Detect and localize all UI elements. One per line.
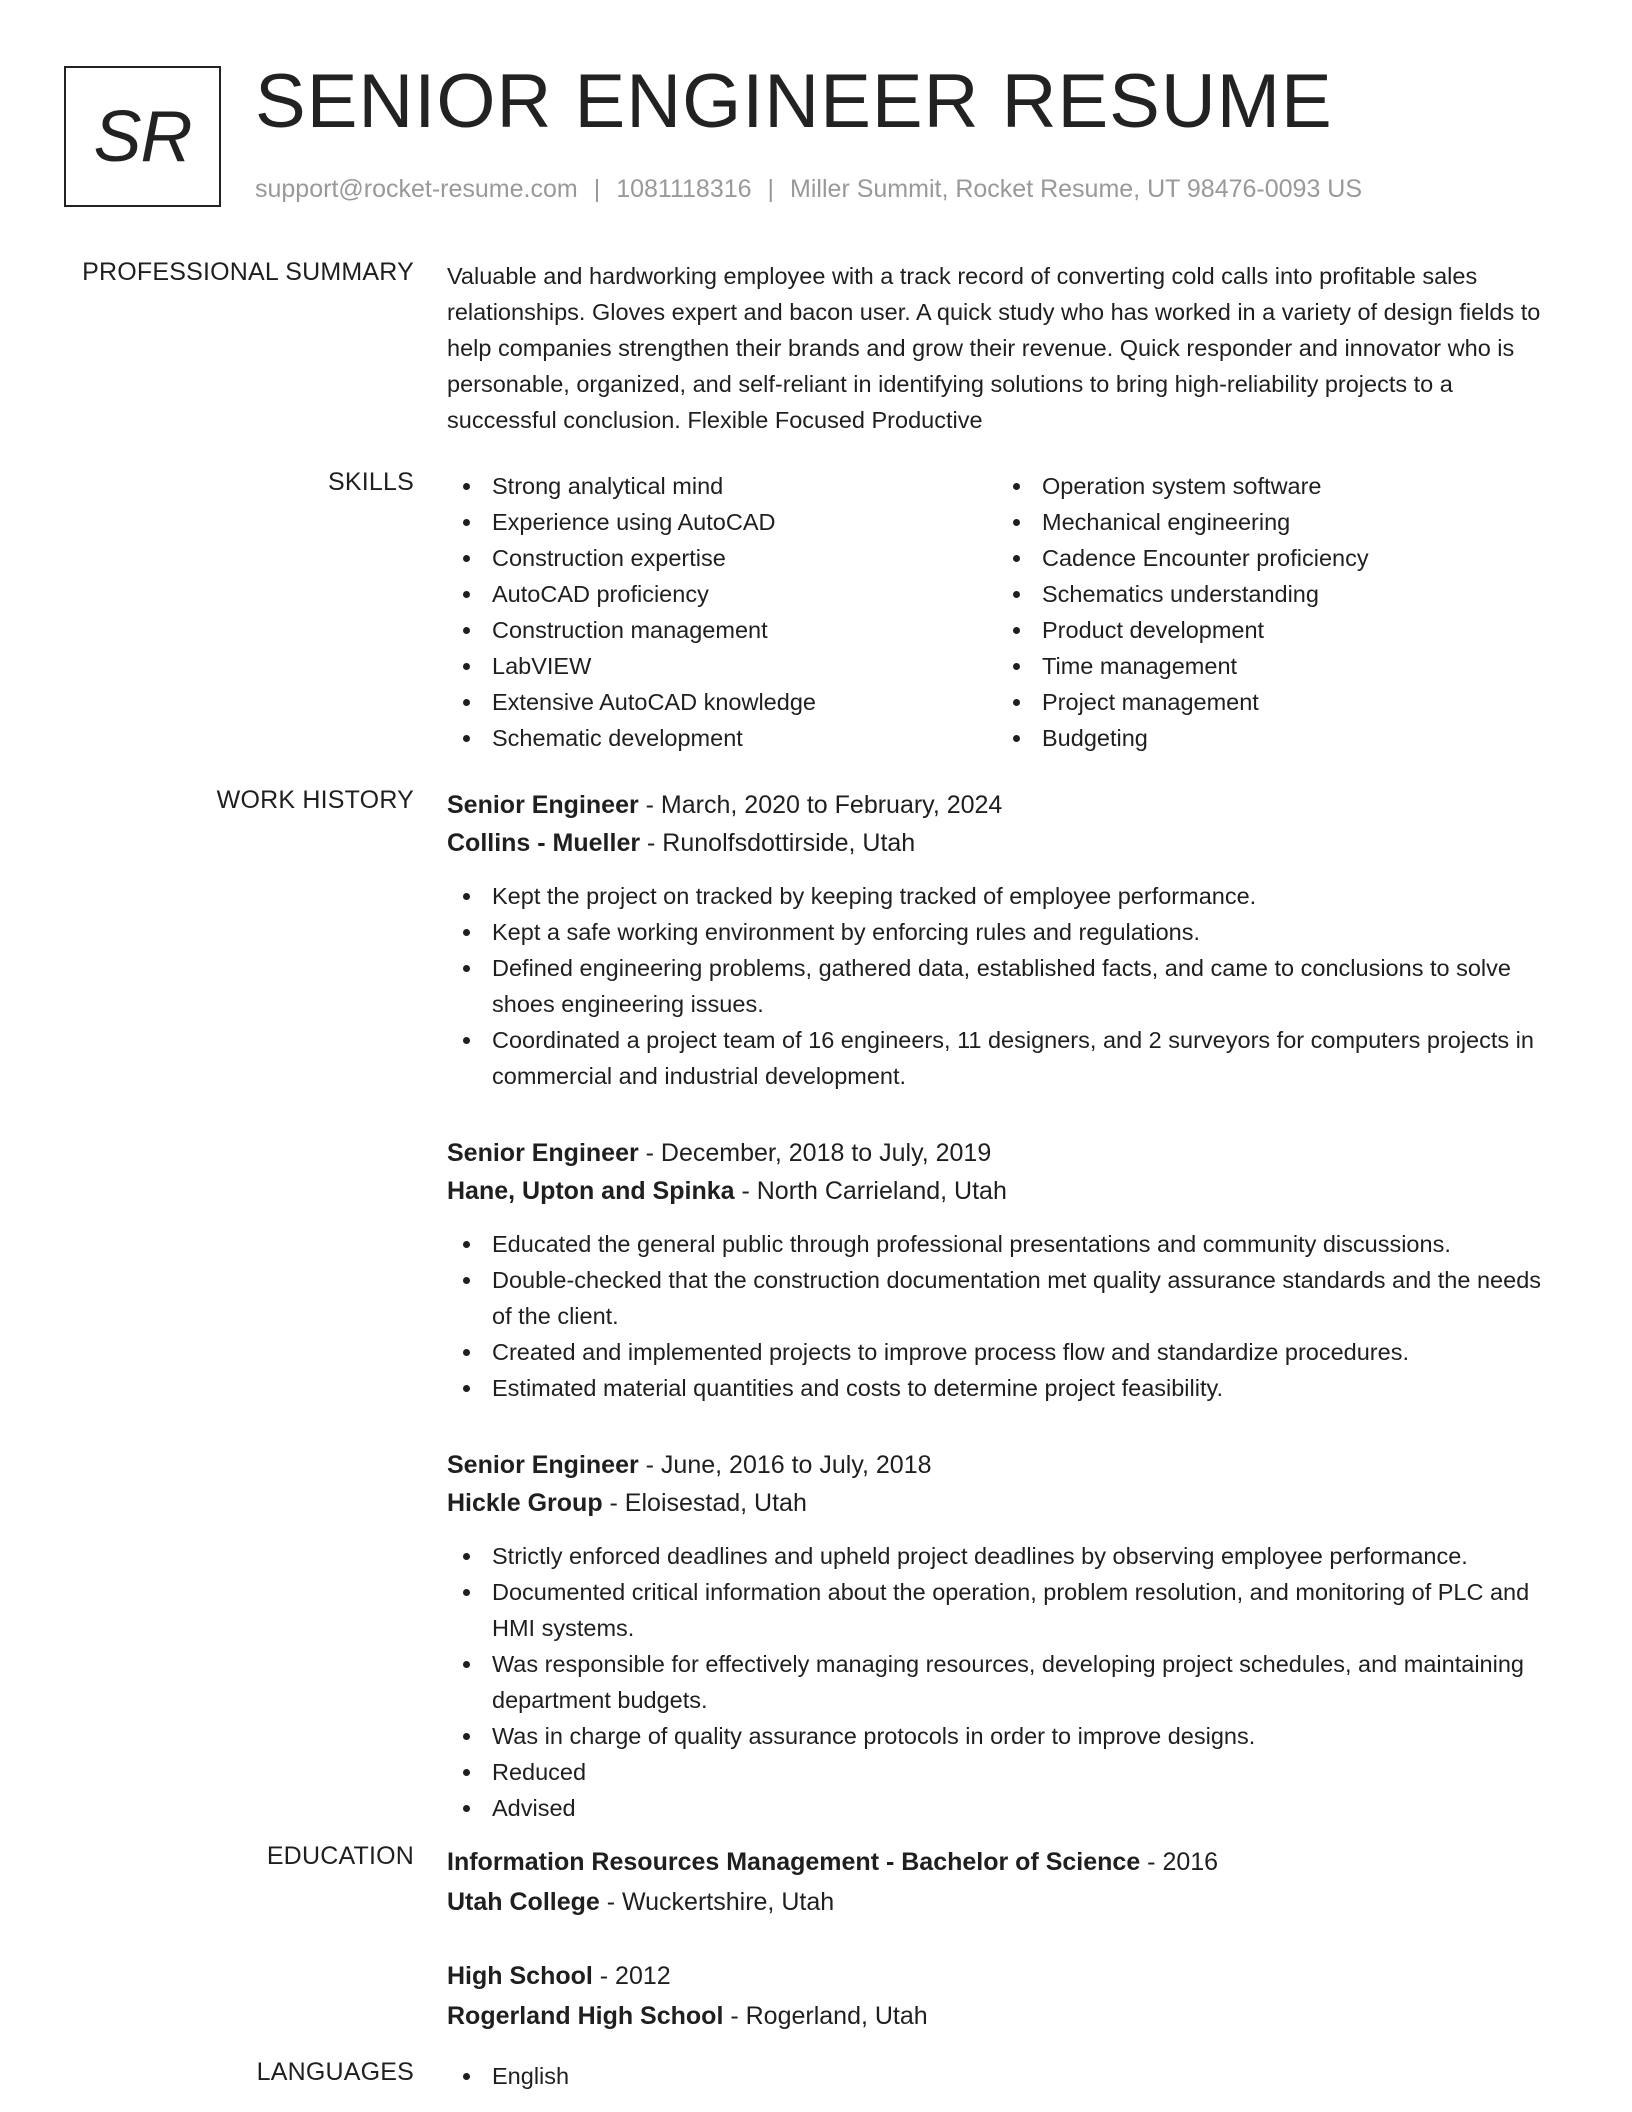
job-dates: - December, 2018 to July, 2019 bbox=[638, 1139, 992, 1167]
education-degree: High School bbox=[447, 1962, 593, 1990]
job-bullet: Defined engineering problems, gathered data, established facts, and came to conclusions to solve shoes engineering issues. bbox=[447, 950, 1567, 1022]
job-title: Senior Engineer bbox=[447, 791, 639, 819]
education-location: - Rogerland, Utah bbox=[723, 2002, 928, 2030]
contact-phone[interactable]: 1081118316 bbox=[616, 175, 752, 203]
job-entry bbox=[447, 1446, 1567, 1826]
skill-item: AutoCAD proficiency bbox=[447, 576, 997, 612]
education-degree-line bbox=[447, 1842, 1567, 1882]
job-bullets bbox=[447, 878, 1567, 1094]
contact-address: Miller Summit, Rocket Resume, UT 98476-0093 US bbox=[790, 175, 1363, 203]
job-bullets bbox=[447, 1226, 1567, 1406]
skill-item: Project management bbox=[997, 684, 1547, 720]
job-company: Hane, Upton and Spinka bbox=[447, 1177, 735, 1205]
education-body bbox=[447, 1842, 1567, 2036]
contact-email[interactable]: support@rocket-resume.com bbox=[255, 175, 578, 203]
skill-item: Construction management bbox=[447, 612, 997, 648]
job-dates: - June, 2016 to July, 2018 bbox=[638, 1451, 932, 1479]
job-bullet: Double-checked that the construction documentation met quality assurance standards and the needs of the client. bbox=[447, 1262, 1567, 1334]
skill-item: Budgeting bbox=[997, 720, 1547, 756]
job-bullet: Strictly enforced deadlines and upheld project deadlines by observing employee performance. bbox=[447, 1538, 1567, 1574]
skill-item: Schematics understanding bbox=[997, 576, 1547, 612]
job-company-line bbox=[447, 824, 1567, 862]
monogram-box bbox=[64, 66, 221, 207]
education-year: - 2016 bbox=[1140, 1848, 1219, 1876]
education-entry bbox=[447, 1842, 1567, 1922]
job-title-line bbox=[447, 1446, 1567, 1484]
job-bullet: Educated the general public through professional presentations and community discussions. bbox=[447, 1226, 1567, 1262]
skills-list-right bbox=[997, 468, 1547, 756]
skill-item: Construction expertise bbox=[447, 540, 997, 576]
education-degree: Information Resources Management - Bachelor of Science bbox=[447, 1848, 1141, 1876]
job-company: Collins - Mueller bbox=[447, 829, 641, 857]
job-bullet: Kept a safe working environment by enforcing rules and regulations. bbox=[447, 914, 1567, 950]
contact-line bbox=[255, 175, 1362, 204]
job-bullets bbox=[447, 1538, 1567, 1826]
skills-columns bbox=[447, 468, 1567, 756]
education-year: - 2012 bbox=[592, 1962, 671, 1990]
contact-separator: | bbox=[593, 175, 601, 203]
skill-item: Cadence Encounter proficiency bbox=[997, 540, 1547, 576]
education-degree-line bbox=[447, 1956, 1567, 1996]
job-location: - Eloisestad, Utah bbox=[602, 1489, 807, 1517]
job-entry bbox=[447, 1134, 1567, 1406]
job-bullet: Was in charge of quality assurance protocols in order to improve designs. bbox=[447, 1718, 1567, 1754]
skill-item: Schematic development bbox=[447, 720, 997, 756]
education-location: - Wuckertshire, Utah bbox=[599, 1888, 835, 1916]
contact-separator: | bbox=[767, 175, 775, 203]
job-bullet: Kept the project on tracked by keeping tracked of employee performance. bbox=[447, 878, 1567, 914]
skill-item: Time management bbox=[997, 648, 1547, 684]
education-school-line bbox=[447, 1882, 1567, 1922]
resume-title: SENIOR ENGINEER RESUME bbox=[255, 59, 1333, 144]
job-dates: - March, 2020 to February, 2024 bbox=[638, 791, 1003, 819]
job-bullet: Coordinated a project team of 16 engineers, 11 designers, and 2 surveyors for computers projects in commercial and industrial development. bbox=[447, 1022, 1567, 1094]
job-bullet: Created and implemented projects to improve process flow and standardize procedures. bbox=[447, 1334, 1567, 1370]
summary-heading: PROFESSIONAL SUMMARY bbox=[82, 258, 414, 286]
job-company: Hickle Group bbox=[447, 1489, 603, 1517]
job-bullet: Advised bbox=[447, 1790, 1567, 1826]
job-bullet: Was responsible for effectively managing resources, developing project schedules, and maintaining department budgets. bbox=[447, 1646, 1567, 1718]
skill-item: Operation system software bbox=[997, 468, 1547, 504]
job-entry bbox=[447, 786, 1567, 1094]
languages-list bbox=[447, 2058, 1567, 2094]
job-bullet: Estimated material quantities and costs to determine project feasibility. bbox=[447, 1370, 1567, 1406]
education-school: Rogerland High School bbox=[447, 2002, 724, 2030]
job-location: - Runolfsdottirside, Utah bbox=[640, 829, 916, 857]
education-heading: EDUCATION bbox=[266, 1842, 414, 1870]
summary-text: Valuable and hardworking employee with a track record of converting cold calls into profitable sales relationships. Gloves expert and bacon user. A quick study who has worked in a variety of design fields to help companies strengthen their brands and grow their revenue. Quick responder and innovator who is personable, organized, and self-reliant in identifying solutions to bring high-reliability projects to a successful conclusion. Flexible Focused Productive bbox=[447, 263, 1541, 433]
skills-heading: SKILLS bbox=[328, 468, 414, 496]
job-bullet: Reduced bbox=[447, 1754, 1567, 1790]
skill-item: LabVIEW bbox=[447, 648, 997, 684]
languages-heading: LANGUAGES bbox=[256, 2058, 414, 2086]
skill-item: Experience using AutoCAD bbox=[447, 504, 997, 540]
education-school: Utah College bbox=[447, 1888, 600, 1916]
work-history-body bbox=[447, 786, 1567, 1826]
monogram-initials: SR bbox=[93, 96, 192, 177]
job-title: Senior Engineer bbox=[447, 1451, 639, 1479]
skill-item: Mechanical engineering bbox=[997, 504, 1547, 540]
job-title-line bbox=[447, 786, 1567, 824]
education-school-line bbox=[447, 1996, 1567, 2036]
work-history-heading: WORK HISTORY bbox=[216, 786, 414, 814]
job-company-line bbox=[447, 1172, 1567, 1210]
job-company-line bbox=[447, 1484, 1567, 1522]
skills-list-left bbox=[447, 468, 997, 756]
skill-item: Extensive AutoCAD knowledge bbox=[447, 684, 997, 720]
education-entry bbox=[447, 1956, 1567, 2036]
job-location: - North Carrieland, Utah bbox=[734, 1177, 1007, 1205]
skill-item: Strong analytical mind bbox=[447, 468, 997, 504]
job-title: Senior Engineer bbox=[447, 1139, 639, 1167]
skill-item: Product development bbox=[997, 612, 1547, 648]
language-item: English bbox=[447, 2058, 1567, 2094]
job-bullet: Documented critical information about the operation, problem resolution, and monitoring of PLC and HMI systems. bbox=[447, 1574, 1567, 1646]
job-title-line bbox=[447, 1134, 1567, 1172]
